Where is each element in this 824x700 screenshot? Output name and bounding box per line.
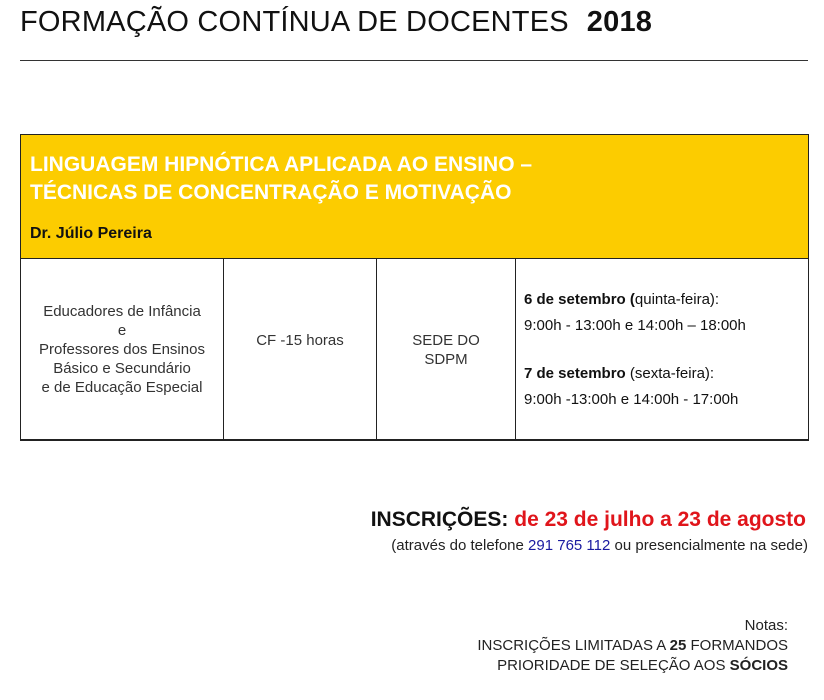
note-text: INSCRIÇÕES LIMITADAS A (477, 637, 666, 654)
note-line (477, 656, 788, 676)
note-text: FORMANDOS (690, 637, 788, 654)
audience-line: Professores dos Ensinos (39, 341, 205, 358)
audience-cell (21, 259, 224, 440)
session-hours: 9:00h - 13:00h e 14:00h – 18:00h (524, 316, 746, 334)
course-header (21, 135, 808, 259)
session-date (524, 361, 714, 387)
notes (477, 616, 788, 676)
course-title-line1: LINGUAGEM HIPNÓTICA APLICADA AO ENSINO – (30, 153, 533, 176)
title-text: FORMAÇÃO CONTÍNUA DE DOCENTES (20, 6, 569, 38)
trainer-name: Dr. Júlio Pereira (30, 225, 152, 242)
registration-dates: de 23 de julho a 23 de agosto (514, 508, 806, 531)
audience-line: e (117, 322, 127, 339)
session-date (524, 287, 719, 313)
session-date-bold: 6 de setembro (524, 290, 626, 308)
course-title-line2: TÉCNICAS DE CONCENTRAÇÃO E MOTIVAÇÃO (30, 181, 512, 204)
registration-label: INSCRIÇÕES: (370, 508, 509, 531)
note-bold: 25 (669, 637, 687, 654)
course-details-row (21, 259, 808, 440)
schedule-cell (516, 259, 808, 440)
audience-line: e de Educação Especial (41, 379, 203, 396)
page-title (20, 6, 652, 39)
via-suffix: ou presencialmente na sede) (614, 537, 808, 554)
notes-label: Notas: (744, 617, 788, 634)
credits-text: CF -15 horas (256, 332, 344, 349)
note-line (477, 636, 788, 656)
credits-cell (224, 259, 377, 440)
location-line: SEDE DO (412, 331, 480, 349)
audience-line: Básico e Secundário (53, 360, 191, 377)
session-day: (sexta-feira): (629, 364, 715, 382)
course-table (20, 134, 809, 441)
session-day: quinta-feira): (634, 290, 720, 308)
note-text: PRIORIDADE DE SELEÇÃO AOS (497, 657, 726, 674)
session-date-bold: 7 de setembro (524, 364, 626, 382)
session-hours: 9:00h -13:00h e 14:00h - 17:00h (524, 390, 739, 408)
via-prefix: (através do telefone (391, 537, 524, 554)
session-paren: ( (629, 290, 635, 308)
phone-number[interactable]: 291 765 112 (528, 537, 611, 554)
divider (20, 60, 808, 61)
audience-line: Educadores de Infância (43, 303, 201, 320)
note-bold: SÓCIOS (729, 657, 788, 674)
registration-method (391, 537, 808, 554)
location-line: SDPM (424, 350, 468, 368)
title-year: 2018 (586, 6, 653, 38)
registration-period (371, 508, 806, 532)
location-cell (377, 259, 516, 440)
